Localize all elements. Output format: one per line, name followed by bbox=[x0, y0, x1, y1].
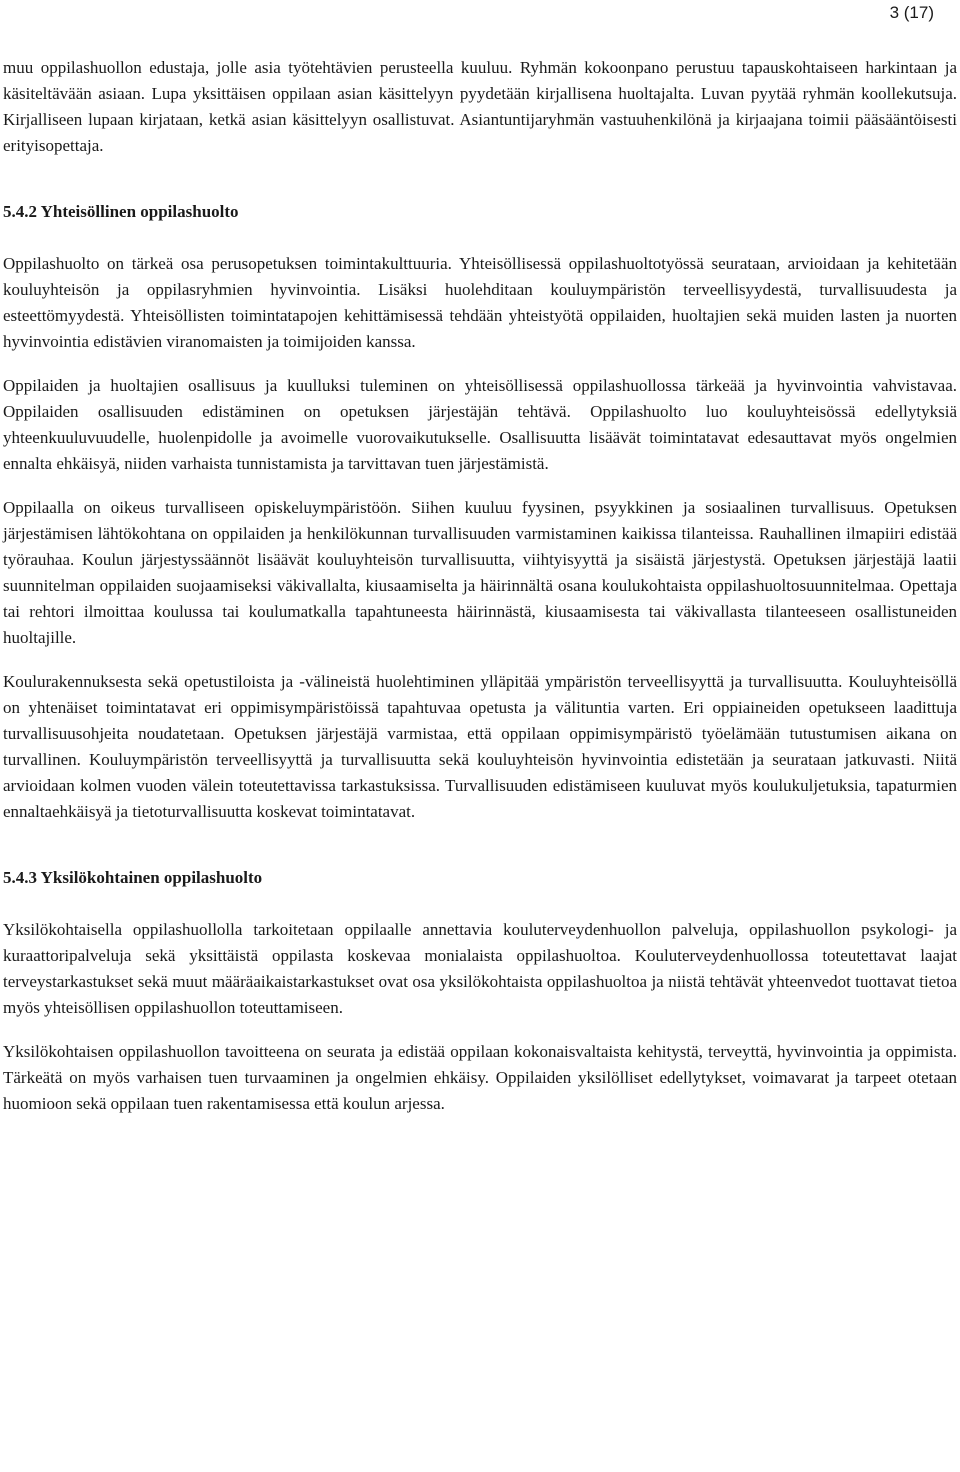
page-number: 3 (17) bbox=[889, 3, 934, 22]
paragraph: Yksilökohtaisella oppilashuollolla tarkoitetaan oppilaalle annettavia kouluterveydenhuollon palveluja, oppilashuollon psykologi- ja kuraattoripalveluja sekä yksittäistä oppilasta koskevaa monialaista oppilashuoltoa. Kouluterveydenhuollossa toteutettavat laajat terveystarkastukset sekä muut määräaikaistarkastukset ovat osa yksilökohtaista oppilashuoltoa ja niistä tehtävät yhteenvedot tuottavat tietoa myös yhteisöllisen oppilashuollon toteuttamiseen. bbox=[3, 920, 957, 1017]
document-body bbox=[3, 55, 957, 1117]
paragraph: Oppilashuolto on tärkeä osa perusopetuksen toimintakulttuuria. Yhteisöllisessä oppilashuoltotyössä seurataan, arvioidaan ja kehitetään kouluyhteisön ja oppilasryhmien hyvinvointia. Lisäksi huolehditaan kouluympäristön terveellisyydestä, turvallisuudesta ja esteettömyydestä. Yhteisöllisten toimintatapojen kehittämisessä tehdään yhteistyötä oppilaiden, huoltajien sekä muiden lasten ja nuorten hyvinvointia edistävien viranomaisten ja toimijoiden kanssa. bbox=[3, 254, 957, 351]
intro-paragraph: muu oppilashuollon edustaja, jolle asia työtehtävien perusteella kuuluu. Ryhmän kokoonpano perustuu tapauskohtaiseen harkintaan ja käsiteltävään asiaan. Lupa yksittäisen oppilaan asian käsittelyyn pyydetään kirjallisena huoltajalta. Luvan pyytää ryhmän koollekutsuja. Kirjalliseen lupaan kirjataan, ketkä asian käsittelyyn osallistuvat. Asiantuntijaryhmän vastuuhenkilönä ja kirjaajana toimii pääsääntöisesti erityisopettaja. bbox=[3, 58, 957, 155]
section-heading-5-4-2: 5.4.2 Yhteisöllinen oppilashuolto bbox=[3, 202, 239, 221]
paragraph: Oppilaalla on oikeus turvalliseen opiskeluympäristöön. Siihen kuuluu fyysinen, psyykkinen ja sosiaalinen turvallisuus. Opetuksen järjestämisen lähtökohtana on oppilaiden ja henkilökunnan turvallisuuden varmistaminen kaikissa tilanteissa. Rauhallinen ilmapiiri edistää työrauhaa. Koulun järjestyssäännöt lisäävät kouluyhteisön turvallisuutta, viihtyisyyttä ja sisäistä järjestystä. Opetuksen järjestäjä laatii suunnitelman oppilaiden suojaamiseksi väkivallalta, kiusaamiselta ja häirinnältä osana koulukohtaista oppilashuoltosuunnitelmaa. Opettaja tai rehtori ilmoittaa koulussa tai koulumatkalla tapahtuneesta häirinnästä, kiusaamisesta tai väkivallasta tilanteeseen osallistuneiden huoltajille. bbox=[3, 498, 957, 647]
paragraph: Oppilaiden ja huoltajien osallisuus ja kuulluksi tuleminen on yhteisöllisessä oppilashuollossa tärkeää ja hyvinvointia vahvistavaa. Oppilaiden osallisuuden edistäminen on opetuksen järjestäjän tehtävä. Oppilashuolto luo kouluyhteisössä edellytyksiä yhteenkuuluvuudelle, huolenpidolle ja avoimelle vuorovaikutukselle. Osallisuutta lisäävät toimintatavat edesauttavat myös ongelmien ennalta ehkäisyä, niiden varhaista tunnistamista ja tarvittavan tuen järjestämistä. bbox=[3, 376, 957, 473]
paragraph: Koulurakennuksesta sekä opetustiloista ja -välineistä huolehtiminen ylläpitää ympäristön terveellisyyttä ja turvallisuutta. Kouluyhteisöllä on yhtenäiset toimintatavat eri oppimisympäristöissä tapahtuvaa opetusta ja välituntia varten. Eri oppiaineiden opetukseen laadittuja turvallisuusohjeita noudatetaan. Opetuksen järjestäjä varmistaa, että oppilaan oppimisympäristö työelämään tutustumisen aikana on turvallinen. Kouluympäristön terveellisyyttä ja turvallisuutta sekä kouluyhteisön hyvinvointia edistetään ja seurataan jatkuvasti. Niitä arvioidaan kolmen vuoden välein toteutettavissa tarkastuksissa. Turvallisuuden edistämiseen kuuluvat myös koulukuljetuksia, tapaturmien ennaltaehkäisyä ja tietoturvallisuutta koskevat toimintatavat. bbox=[3, 672, 957, 821]
section-heading-5-4-3: 5.4.3 Yksilökohtainen oppilashuolto bbox=[3, 868, 263, 887]
paragraph: Yksilökohtaisen oppilashuollon tavoitteena on seurata ja edistää oppilaan kokonaisvaltaista kehitystä, terveyttä, hyvinvointia ja oppimista. Tärkeätä on myös varhaisen tuen turvaaminen ja ongelmien ehkäisy. Oppilaiden yksilölliset edellytykset, voimavarat ja tarpeet otetaan huomioon sekä oppilaan tuen rakentamisessa että koulun arjessa. bbox=[3, 1042, 957, 1113]
